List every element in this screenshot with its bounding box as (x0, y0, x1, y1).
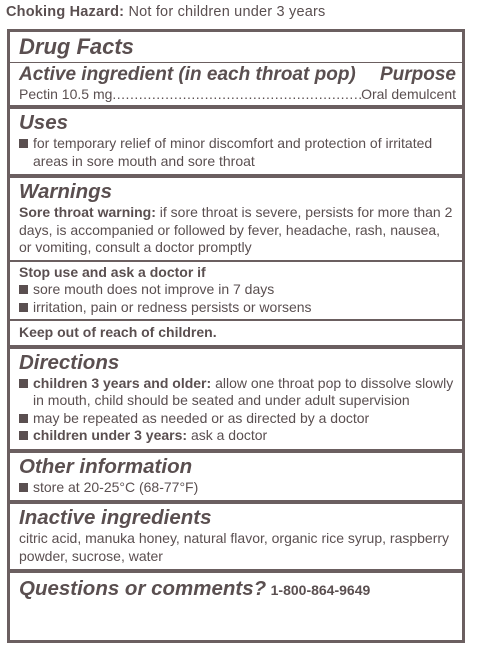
directions-section (10, 349, 462, 453)
purpose-heading: Purpose (379, 64, 456, 85)
directions-heading: Directions (19, 350, 120, 374)
warnings-section (10, 178, 462, 349)
stop-use-item: irritation, pain or redness persists or worsens (19, 299, 456, 317)
inactive-ingredients-section (10, 504, 462, 573)
leader-dots (112, 86, 361, 103)
drug-facts-title: Drug Facts (19, 34, 134, 59)
choking-hazard-label: Choking Hazard: (6, 4, 125, 20)
ingredient-purpose: Oral demulcent (361, 86, 456, 102)
divider (10, 319, 462, 321)
other-information-section (10, 453, 462, 505)
stop-use-item: sore mouth does not improve in 7 days (19, 281, 456, 299)
directions-item: may be repeated as needed or as directed by a doctor (19, 410, 456, 428)
keep-out-of-reach: Keep out of reach of children. (19, 324, 217, 340)
inactive-ingredients-text: citric acid, manuka honey, natural flavor, organic rice syrup, raspberry powder, sucrose, water (19, 530, 450, 564)
questions-section (10, 573, 462, 605)
other-information-item: store at 20-25°C (68-77°F) (19, 479, 456, 497)
bullet-square-icon (19, 139, 28, 148)
warnings-heading: Warnings (19, 180, 113, 203)
bullet-square-icon (19, 483, 28, 492)
other-information-heading: Other information (19, 454, 193, 478)
ingredient-name: Pectin 10.5 mg (19, 86, 113, 102)
active-ingredient-section (10, 32, 462, 109)
uses-heading: Uses (19, 111, 69, 134)
bullet-square-icon (19, 431, 28, 440)
divider (10, 62, 462, 63)
stop-use-heading: Stop use and ask a doctor if (19, 263, 206, 280)
bullet-square-icon (19, 379, 28, 388)
choking-hazard-text: Not for children under 3 years (128, 4, 326, 20)
sore-throat-warning: Sore throat warning: if sore throat is severe, persists for more than 2 days, is accompanied or followed by fever, headache, rash, nausea, or vomiting, consult a doctor promptly (19, 204, 453, 255)
phone-number: 1-800-864-9649 (270, 582, 371, 598)
inactive-ingredients-heading: Inactive ingredients (19, 506, 212, 529)
uses-item: for temporary relief of minor discomfort and protection of irritated areas in sore mouth and sore throat (19, 135, 456, 170)
bullet-square-icon (19, 414, 28, 423)
directions-item: children 3 years and older: allow one throat pop to dissolve slowly in mouth, child should be seated and under adult supervision (19, 375, 456, 410)
uses-section (10, 109, 462, 178)
bullet-square-icon (19, 303, 28, 312)
directions-item: children under 3 years: ask a doctor (19, 427, 456, 445)
divider (10, 260, 462, 262)
drug-facts-panel (7, 29, 465, 643)
ingredient-row (19, 86, 456, 103)
bullet-square-icon (19, 285, 28, 294)
choking-hazard-line (6, 4, 325, 20)
active-ingredient-heading: Active ingredient (in each throat pop) (19, 64, 356, 85)
questions-heading: Questions or comments? (19, 577, 267, 600)
